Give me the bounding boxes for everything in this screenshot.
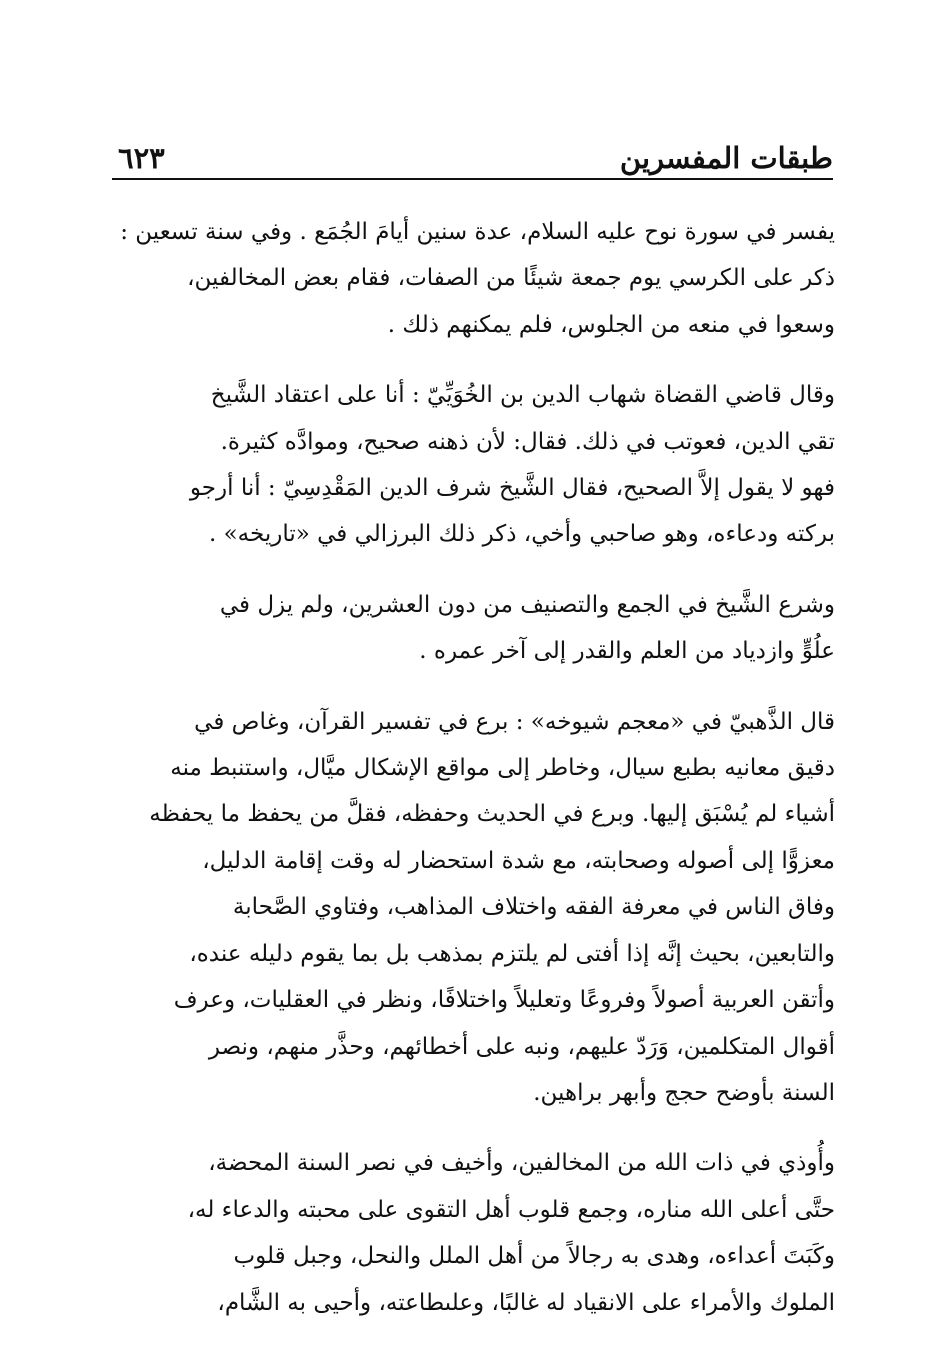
header-divider	[112, 178, 833, 180]
paragraph-2: وقال قاضي القضاة شهاب الدين بن الخُوَيِّيّ : أنا على اعتقاد الشَّيخ تقي الدين، فعوتب في ذلك. فقال: لأن ذهنه صحيح، وموادَّه كثيرة. فهو لا يقول إلاَّ الصحيح، فقال الشَّيخ شرف الدين المَقْدِسِيّ : أنا أرجو بركته ودعاءه، وهو صاحبي وأخي، ذكر ذلك البرزالي في «تاريخه» .	[189, 382, 835, 548]
page-header	[112, 140, 833, 180]
running-title: طبقات المفسرين	[619, 141, 833, 175]
paragraph-4: قال الذَّهبيّ في «معجم شيوخه» : برع في تفسير القرآن، وغاص في دقيق معانيه بطبع سيال، وخاطر إلى مواقع الإشكال ميَّال، واستنبط منه أشياء لم يُسْبَق إليها. وبرع في الحديث وحفظه، فقلَّ من يحفظ ما يحفظه معزوًّا إلى أصوله وصحابته، مع شدة استحضار له وقت إقامة الدليل، وفاق الناس في معرفة الفقه واختلاف المذاهب، وفتاوي الصَّحابة والتابعين، بحيث إنَّه إذا أفتى لم يلتزم بمذهب بل بما يقوم دليله عنده، وأتقن العربية أصولاً وفروعًا وتعليلاً واختلافًا، ونظر في العقليات، وعرف أقوال المتكلمين، وَرَدّ عليهم، ونبه على أخطائهم، وحذَّر منهم، ونصر السنة بأوضح حجج وأبهر براهين.	[149, 708, 835, 1106]
page-number: ٦٢٣	[118, 141, 165, 175]
paragraph-1: يفسر في سورة نوح عليه السلام، عدة سنين أيامَ الجُمَع . وفي سنة تسعين : ذكر على الكرسي يوم جمعة شيئًا من الصفات، فقام بعض المخالفين، وسعوا في منعه من الجلوس، فلم يمكنهم ذلك .	[120, 219, 835, 338]
paragraph-3: وشرع الشَّيخ في الجمع والتصنيف من دون العشرين، ولم يزل في علُوٍّ وازدياد من العلم والقدر إلى آخر عمره .	[219, 591, 835, 665]
body-text	[118, 209, 835, 1350]
paragraph-5: وأُوذي في ذات الله من المخالفين، وأخيف في نصر السنة المحضة، حتَّى أعلى الله مناره، وجمع قلوب أهل التقوى على محبته والدعاء له، وكَبَتَ أعداءه، وهدى به رجالاً من أهل الملل والنحل، وجبل قلوب الملوك والأمراء على الانقياد له غالبًا، وعلىطاعته، وأحيى به الشَّام،	[187, 1150, 835, 1316]
